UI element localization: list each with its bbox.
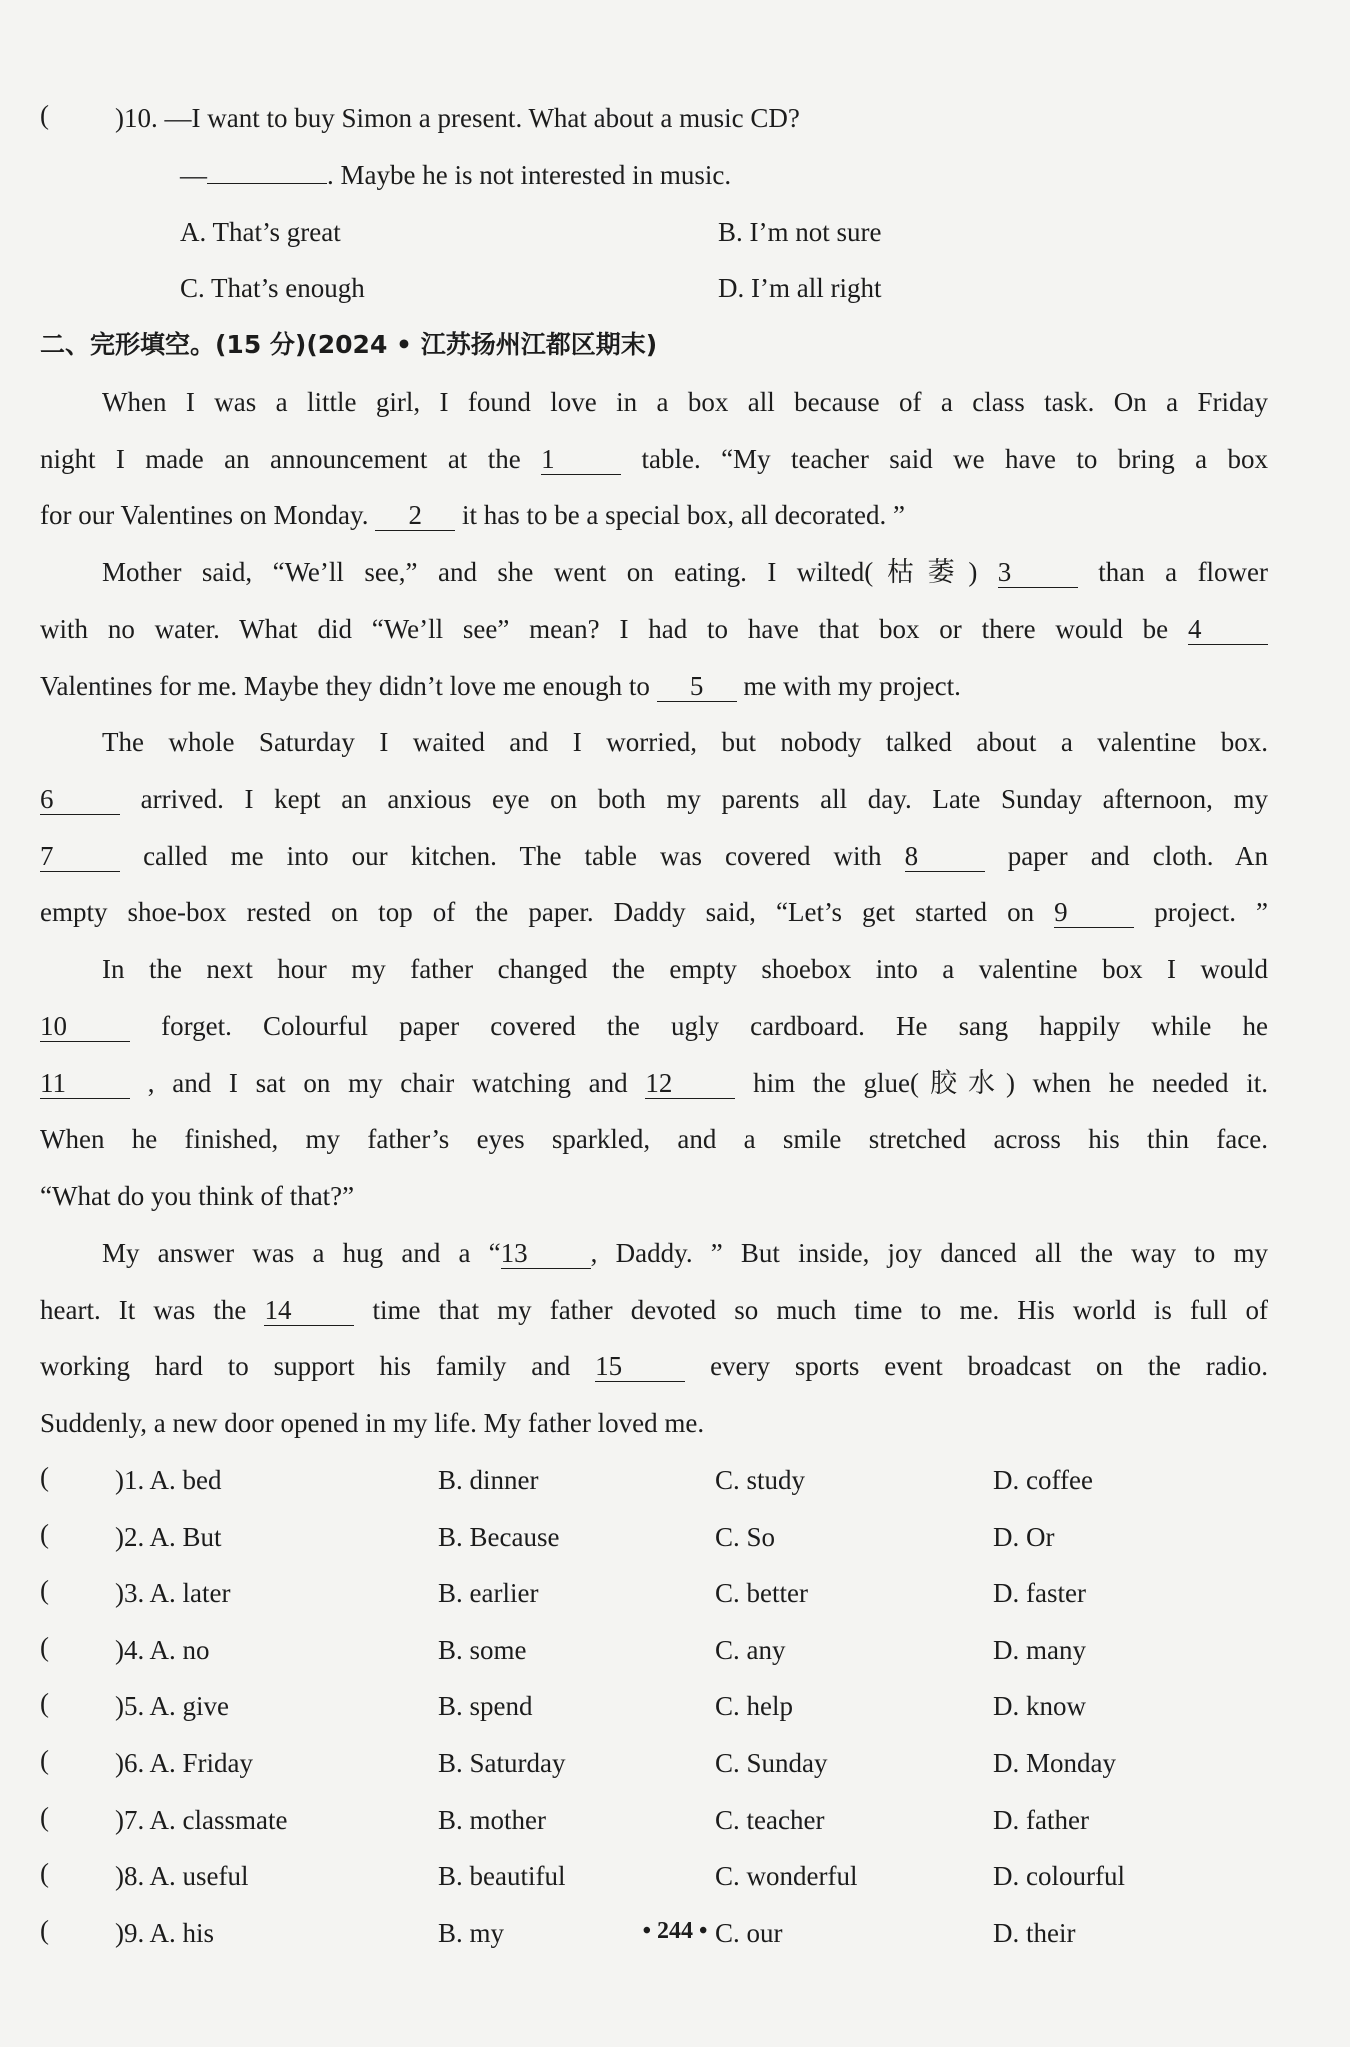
answer-paren[interactable]: ( [40, 1915, 49, 1945]
p5-line4: Suddenly, a new door opened in my life. My father loved me. [40, 1408, 705, 1438]
answer-paren[interactable]: ( [40, 1519, 49, 1549]
option-c[interactable]: C. any [715, 1635, 786, 1665]
option-b[interactable]: B. Saturday [438, 1748, 566, 1778]
option-d[interactable]: D. Or [993, 1522, 1055, 1552]
blank-10[interactable]: 10 [40, 1011, 130, 1042]
blank-14[interactable]: 14 [264, 1295, 354, 1326]
q10-option-a[interactable]: A. That’s great [180, 217, 341, 247]
option-a[interactable]: )8. A. useful [115, 1861, 249, 1891]
q10-option-c[interactable]: C. That’s enough [180, 273, 365, 303]
p1-line2 [40, 441, 1268, 477]
q10-response-text: . Maybe he is not interested in music. [327, 160, 732, 190]
p5-line1 [102, 1235, 1268, 1271]
p2-line1 [102, 554, 1268, 590]
option-c[interactable]: C. So [715, 1522, 776, 1552]
text: table. “My teacher said we have to bring a box [641, 444, 1269, 474]
answer-paren[interactable]: ( [40, 1462, 49, 1492]
p3-line4 [40, 894, 1268, 930]
q10-blank[interactable] [207, 183, 327, 184]
option-d[interactable]: D. coffee [993, 1465, 1093, 1495]
option-d[interactable]: D. Monday [993, 1748, 1116, 1778]
option-d[interactable]: D. many [993, 1635, 1086, 1665]
text: forget. Colourful paper covered the ugly cardboard. He sang happily while he [161, 1011, 1269, 1041]
text: , and I sat on my chair watching and [147, 1068, 628, 1098]
option-d[interactable]: D. faster [993, 1578, 1086, 1608]
text: it has to be a special box, all decorated. ” [461, 500, 906, 530]
p1-line1: When I was a little girl, I found love in a box all because of a class task. On a Friday [102, 387, 1268, 417]
text: Mother said, “We’ll see,” and she went on eating. I wilted(枯萎) [102, 557, 978, 587]
blank-11[interactable]: 11 [40, 1068, 130, 1099]
blank-8[interactable]: 8 [905, 841, 985, 872]
option-a[interactable]: )9. A. his [115, 1918, 215, 1948]
answer-paren[interactable]: ( [40, 1688, 49, 1718]
blank-12[interactable]: 12 [645, 1068, 735, 1099]
section-title: 二、完形填空。(15 分)(2024 • 江苏扬州江都区期末) [40, 330, 658, 359]
option-b[interactable]: B. Because [438, 1522, 560, 1552]
option-a[interactable]: )3. A. later [115, 1578, 231, 1608]
text: , Daddy. ” But inside, joy danced all the way to my [590, 1238, 1268, 1268]
text: project. ” [1154, 897, 1268, 927]
p3-line2 [40, 781, 1268, 817]
p3-line3 [40, 838, 1268, 874]
text: My answer was a hug and a “ [102, 1238, 501, 1268]
option-b[interactable]: B. my [438, 1918, 505, 1948]
option-b[interactable]: B. earlier [438, 1578, 539, 1608]
option-b[interactable]: B. spend [438, 1691, 533, 1721]
option-a[interactable]: )2. A. But [115, 1522, 222, 1552]
text: Valentines for me. Maybe they didn’t love me enough to [40, 671, 650, 701]
option-d[interactable]: D. their [993, 1918, 1076, 1948]
blank-2[interactable]: 2 [375, 500, 455, 531]
blank-6[interactable]: 6 [40, 784, 120, 815]
text: than a flower [1098, 557, 1269, 587]
option-d[interactable]: D. father [993, 1805, 1089, 1835]
option-c[interactable]: C. Sunday [715, 1748, 828, 1778]
option-d[interactable]: D. know [993, 1691, 1086, 1721]
p2-line2 [40, 611, 1268, 647]
option-c[interactable]: C. help [715, 1691, 793, 1721]
option-a[interactable]: )5. A. give [115, 1691, 229, 1721]
p4-line1: In the next hour my father changed the empty shoebox into a valentine box I would [102, 954, 1268, 984]
option-a[interactable]: )1. A. bed [115, 1465, 222, 1495]
text: arrived. I kept an anxious eye on both my parents all day. Late Sunday afternoon, my [140, 784, 1269, 814]
p4-line2 [40, 1008, 1268, 1044]
option-a[interactable]: )7. A. classmate [115, 1805, 288, 1835]
option-a[interactable]: )6. A. Friday [115, 1748, 253, 1778]
text: every sports event broadcast on the radio. [710, 1351, 1268, 1381]
answer-paren[interactable]: ( [40, 1745, 49, 1775]
blank-1[interactable]: 1 [541, 444, 621, 475]
option-c[interactable]: C. better [715, 1578, 808, 1608]
p4-line3 [40, 1065, 1268, 1101]
option-b[interactable]: B. some [438, 1635, 527, 1665]
blank-5[interactable]: 5 [657, 671, 737, 702]
text: night I made an announcement at the [40, 444, 521, 474]
page-number: • 244 • [642, 1918, 708, 1944]
p4-line4: When he finished, my father’s eyes sparkled, and a smile stretched across his thin face. [40, 1124, 1268, 1154]
dash: — [180, 160, 207, 190]
text: empty shoe-box rested on top of the paper. Daddy said, “Let’s get started on [40, 897, 1035, 927]
option-c[interactable]: C. our [715, 1918, 783, 1948]
option-c[interactable]: C. teacher [715, 1805, 825, 1835]
p1-line3 [40, 497, 905, 533]
text: called me into our kitchen. The table was covered with [143, 841, 882, 871]
text: him the glue(胶水) when he needed it. [753, 1068, 1269, 1098]
text: time that my father devoted so much time to me. His world is full of [372, 1295, 1269, 1325]
option-b[interactable]: B. beautiful [438, 1861, 566, 1891]
text: heart. It was the [40, 1295, 247, 1325]
q10-stem: )10. —I want to buy Simon a present. What about a music CD? [115, 103, 800, 133]
answer-paren[interactable]: ( [40, 1858, 49, 1888]
option-c[interactable]: C. study [715, 1465, 806, 1495]
q10-option-d[interactable]: D. I’m all right [718, 273, 882, 303]
text: working hard to support his family and [40, 1351, 571, 1381]
blank-4[interactable]: 4 [1188, 614, 1268, 645]
p5-line2 [40, 1292, 1268, 1328]
option-a[interactable]: )4. A. no [115, 1635, 210, 1665]
blank-3[interactable]: 3 [998, 557, 1078, 588]
text: paper and cloth. An [1007, 841, 1269, 871]
answer-paren[interactable]: ( [40, 1802, 49, 1832]
option-b[interactable]: B. dinner [438, 1465, 539, 1495]
answer-paren[interactable]: ( [40, 100, 49, 130]
answer-paren[interactable]: ( [40, 1575, 49, 1605]
text: me with my project. [743, 671, 961, 701]
p2-line3 [40, 668, 961, 704]
p3-line1: The whole Saturday I waited and I worried, but nobody talked about a valentine box. [102, 727, 1268, 757]
q10-option-b[interactable]: B. I’m not sure [718, 217, 882, 247]
option-d[interactable]: D. colourful [993, 1861, 1125, 1891]
option-c[interactable]: C. wonderful [715, 1861, 858, 1891]
q10-response [180, 157, 731, 193]
blank-9[interactable]: 9 [1054, 897, 1134, 928]
blank-13[interactable]: 13 [501, 1238, 591, 1269]
p5-line3 [40, 1348, 1268, 1384]
p4-line5: “What do you think of that?” [40, 1181, 355, 1211]
option-b[interactable]: B. mother [438, 1805, 546, 1835]
blank-15[interactable]: 15 [595, 1351, 685, 1382]
text: for our Valentines on Monday. [40, 500, 369, 530]
answer-paren[interactable]: ( [40, 1632, 49, 1662]
blank-7[interactable]: 7 [40, 841, 120, 872]
text: with no water. What did “We’ll see” mean? I had to have that box or there would be [40, 614, 1169, 644]
